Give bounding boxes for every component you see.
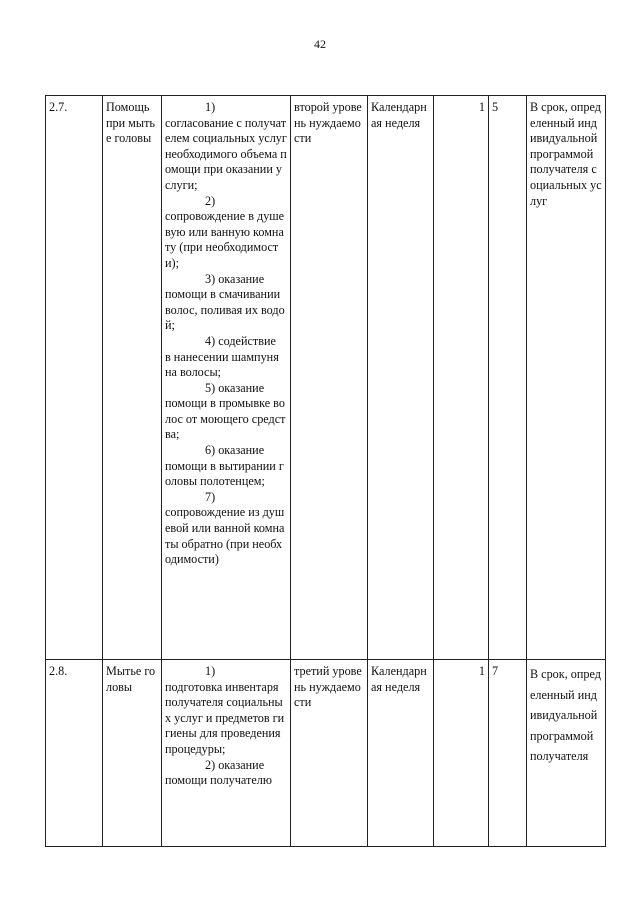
step-text: помощи получателю [165,773,272,788]
service-count: 1 [434,96,489,660]
page-number: 42 [314,37,326,51]
step-number: 6) оказание [205,443,265,458]
step-text: помощи в промывке волос от моющего средства; [165,396,286,442]
row-number: 2.8. [46,660,103,847]
service-count: 1 [434,660,489,847]
service-steps [162,660,291,847]
step-number: 4) содействие [205,333,276,348]
table-row [46,96,606,660]
step-number: 5) оказание [205,380,265,395]
step-text: в нанесении шампуня на волосы; [165,349,279,380]
table-row [46,660,606,847]
service-volume: 5 [489,96,527,660]
step-number: 1) [205,100,216,114]
step-number: 3) оказание [205,271,265,286]
step-text: согласование с получателем социальных услуг необходимого объема помощи при оказании услуги; [165,115,287,192]
service-name: Помощь при мытье головы [103,96,162,660]
step-number: 7) [205,489,216,504]
step-text: сопровождение из душевой или ванной комнаты обратно (при необходимости) [165,505,285,567]
need-level: второй уровень нуждаемости [291,96,368,660]
period-unit: Календарная неделя [368,96,434,660]
step-text: помощи в вытирании головы полотенцем; [165,458,284,489]
period-unit: Календарная неделя [368,660,434,847]
service-term: В срок, определенный индивидуальной программой получателя [527,660,606,847]
service-name: Мытье головы [103,660,162,847]
need-level: третий уровень нуждаемости [291,660,368,847]
step-number: 2) [205,193,216,208]
service-term: В срок, определенный индивидуальной программой получателя социальных услуг [527,96,606,660]
step-number: 1) [205,664,216,678]
step-text: подготовка инвентаря получателя социальных услуг и предметов гигиены для проведения процедуры; [165,679,285,756]
step-number: 2) оказание [205,757,265,772]
services-table [45,95,606,847]
step-text: сопровождение в душевую или ванную комнату (при необходимости); [165,209,285,270]
row-number: 2.7. [46,96,103,660]
service-volume: 7 [489,660,527,847]
service-steps [162,96,291,660]
step-text: помощи в смачивании волос, поливая их водой; [165,287,285,333]
